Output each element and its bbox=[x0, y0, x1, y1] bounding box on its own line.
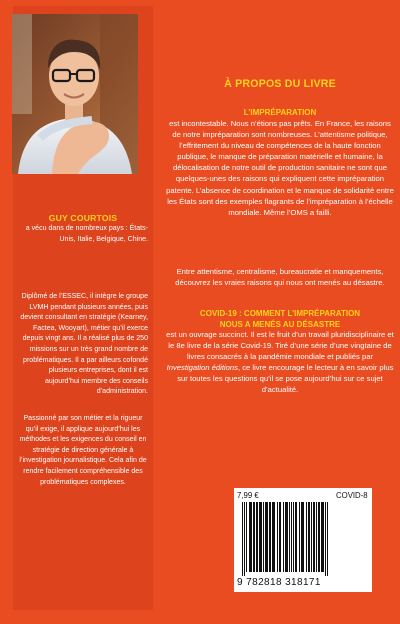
barcode-bar bbox=[289, 502, 290, 572]
barcode-bar bbox=[256, 502, 258, 572]
barcode-bar bbox=[249, 502, 252, 572]
barcode-bar bbox=[306, 502, 307, 572]
isbn-barcode bbox=[240, 502, 368, 576]
section-title-covid-line2: NOUS A MENÉS AU DÉSASTRE bbox=[219, 320, 341, 329]
barcode-bar bbox=[321, 502, 324, 572]
about-title: À PROPOS DU LIVRE bbox=[224, 78, 336, 90]
section-text-conclusion: Entre attentisme, centralisme, bureaucratie et manquements, découvrez les vraies raisons qui nous ont menés au désastre. bbox=[175, 267, 385, 288]
barcode-bar bbox=[285, 502, 288, 572]
barcode-bar bbox=[313, 502, 315, 572]
barcode-bar bbox=[283, 502, 284, 572]
author-bio-countries: a vécu dans de nombreux pays : États-Unis, Italie, Belgique, Chine. bbox=[25, 225, 148, 243]
barcode-bar bbox=[327, 502, 328, 576]
barcode-bar bbox=[279, 502, 281, 572]
barcode-bar bbox=[299, 502, 300, 572]
series-code: COVID-8 bbox=[336, 491, 368, 500]
barcode-bar bbox=[277, 502, 278, 572]
barcode-bar bbox=[263, 502, 264, 572]
barcode-bar bbox=[269, 502, 271, 572]
barcode-bar bbox=[311, 502, 312, 572]
barcode-bar bbox=[259, 502, 262, 572]
section-title-covid bbox=[165, 308, 395, 330]
barcode-bar bbox=[272, 502, 275, 572]
author-bio-career: Diplômé de l’ESSEC, il intègre le groupe LVMH pendant plusieurs années, puis devient consultant en stratégie (Kearney, Factea, Wooyart), métier qu’il exerce depuis vingt ans. Il a réalisé plus de 250 missions sur un très grand nombre de problématiques. Il a par ailleurs cofondé plusieurs entreprises, dont il est aujourd’hui membre des conseils d’administration. bbox=[20, 293, 148, 396]
section-text-covid bbox=[165, 329, 395, 396]
barcode-bar bbox=[242, 502, 243, 576]
author-name: GUY COURTOIS bbox=[48, 213, 118, 223]
section-title-covid-line1: COVID-19 : COMMENT L’IMPRÉPARATION bbox=[199, 309, 361, 318]
price-label: 7,99 € bbox=[237, 491, 259, 500]
author-photo bbox=[12, 14, 138, 174]
barcode-bar bbox=[316, 502, 317, 572]
publisher-name: Investigation éditions bbox=[166, 363, 238, 373]
section-text-covid-b: , ce livre encourage le lecteur à en savoir plus sur toutes les questions qu’il se pose aujourd’hui sur ce sujet d’actualité. bbox=[177, 363, 394, 395]
author-bio-passion: Passionné par son métier et la rigueur qu’il exige, il applique aujourd’hui les méthodes et les exigences du conseil en stratégie de direction générale à l’investigation journalistique. Cela afin de rendre facilement compréhensible des problématiques complexes. bbox=[19, 415, 147, 486]
barcode-bar bbox=[308, 502, 310, 572]
isbn-number: 9 782818 318171 bbox=[237, 577, 321, 588]
barcode-bar bbox=[295, 502, 297, 572]
barcode-bar bbox=[325, 502, 326, 576]
section-text-impreparation: est incontestable. Nous n’étions pas prêts. En France, les raisons de notre impréparation sont nombreuses. L’attentisme politique, l’effritement du niveau de compétences de la haute fonction publique, le manque de préparation matérielle et humaine, la délocalisation de notre outil de production sanitaire ne sont que quelques-unes des raisons qui expliquent cette impréparation patente. L’absence de coordination et le manque de solidarité entre les États sont des exemples flagrants de l’impréparation à l’échelle mondiale. Même l’OMS a failli. bbox=[166, 119, 394, 217]
barcode-bar bbox=[246, 502, 247, 572]
barcode-bar bbox=[318, 502, 320, 572]
author-portrait-image bbox=[12, 14, 138, 174]
barcode-bar bbox=[244, 502, 245, 576]
section-title-impreparation: L’IMPRÉPARATION bbox=[243, 108, 317, 117]
barcode-bar bbox=[291, 502, 292, 572]
barcode-bar bbox=[265, 502, 268, 572]
barcode-bar bbox=[293, 502, 294, 572]
barcode-bar bbox=[301, 502, 304, 572]
barcode-bar bbox=[253, 502, 255, 572]
section-text-covid-a: est un ouvrage succinct. Il est le fruit d’un travail pluridisciplinaire et le 8e livre de la série Covid-19. Tiré d’une série d’une vingtaine de livres consacrés à la pandémie mondiale et publiés par bbox=[166, 330, 394, 362]
